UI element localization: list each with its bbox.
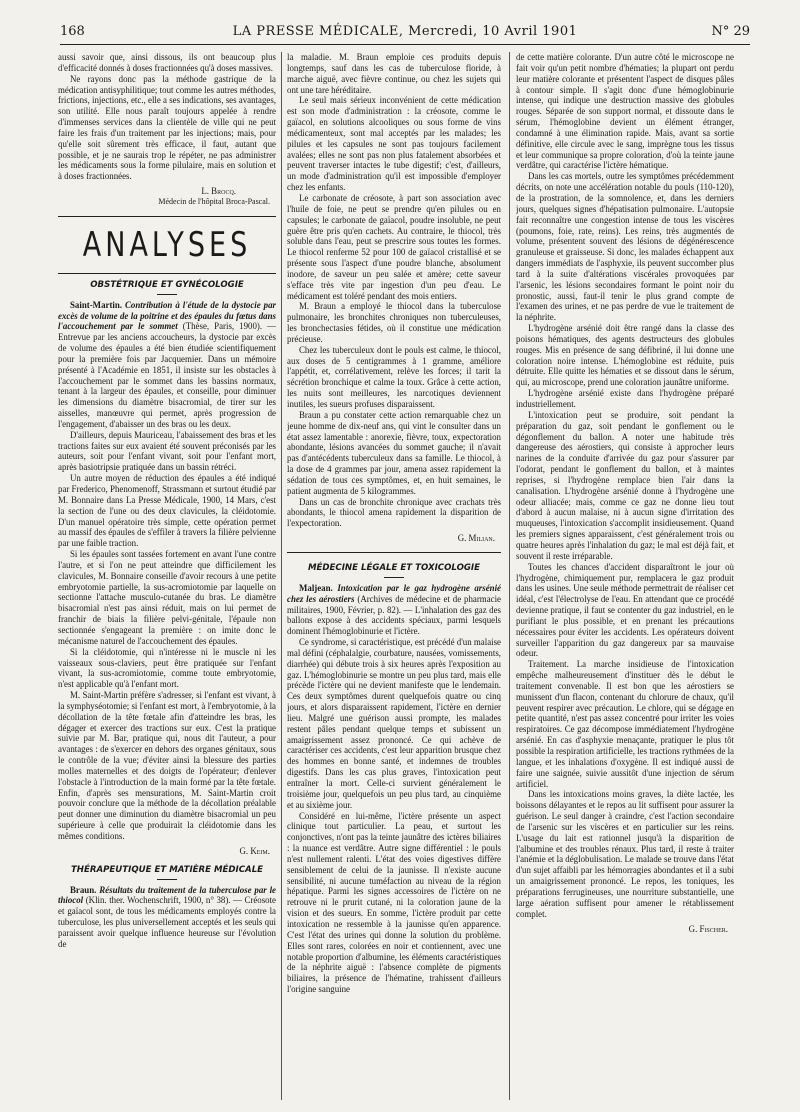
paragraph: la maladie. M. Braun emploie ces produits depuis longtemps, sauf dans les cas de tuberculose floride, à marche aiguë, avec fièvre continue, ou chez les sujets qui ont une tare héréditaire.: [287, 52, 501, 95]
article-review: [58, 885, 276, 950]
article-author: Saint-Martin.: [70, 299, 123, 310]
paragraph: aussi savoir que, ainsi dissous, ils ont beaucoup plus d'efficacité donnés à doses fractionnées qu'à doses massives.: [58, 52, 276, 73]
paragraph: L'hydrogène arsénié existe dans l'hydrogène préparé industriellement.: [516, 388, 734, 409]
paragraph: de cette matière colorante. D'un autre côté le microscope ne fait voir qu'un petit nombre d'hématies; la plupart ont perdu leur matière colorante et présentent l'aspect de disques pâles à contour simple. Il s'agit donc d'une hémoglobinurie intense, qui indique une destruction massive des globules rouges. Séparée de son support normal, et dissoute dans le sérum, l'hémoglobine devient un élément étranger, condamné à une élimination rapide. Mais, avant sa sortie définitive, elle circule avec le sang, imprègne tous les tissus et leur communique sa propre coloration, d'où la teinte jaune verdâtre, qui caractérise l'ictère hématique.: [516, 52, 734, 171]
paragraph: Le carbonate de créosote, à part son association avec l'huile de foie, ne peut se prendre qu'en pilules ou en capsules; le carbonate de gaïacol, poudre insoluble, ne peut guère être pris qu'en cachets. Au contraire, le thiocol, très soluble dans l'eau, peut se prescrire sous toutes les formes. Le thiocol renferme 52 pour 100 de gaïacol cristallisé et se présente sous l'aspect d'une poudre blanche, absolument inodore, de saveur un peu salée et amère; cette saveur s'efface très vite par ingestion d'un peu d'eau. Le médicament est toléré pendant des mois entiers.: [287, 192, 501, 301]
running-header: [60, 18, 750, 42]
column-2: [287, 52, 501, 1100]
section-heading: MÉDECINE LÉGALE ET TOXICOLOGIE: [308, 562, 480, 573]
issue-number: N° 29: [711, 24, 750, 39]
author-signature: G. Keim.: [239, 845, 270, 856]
article-author: Maljean.: [299, 582, 333, 593]
paragraph: Dans les intoxications moins graves, la diète lactée, les boissons délayantes et le repos au lit suffisent pour assurer la guérison. Le seul danger à craindre, c'est l'action secondaire de l'arsenic sur les viscères et en particulier sur les reins. L'usage du lait est rationnel jusqu'à la disparition de l'albumine et des troubles rénaux. Plus tard, il reste à traiter l'anémie et la déglobulisation. Le malade se trouve dans l'état d'un sujet affaibli par les hémorragies abondantes et il a subi un amaigrissement prononcé. Le repos, les toniques, les préparations ferrugineuses, une nourriture substantielle, une large aération suffisent pour amener le rétablissement complet.: [516, 789, 734, 919]
section-underline: [157, 294, 177, 295]
article-author: Braun.: [70, 884, 97, 895]
paragraph: Si la cléidotomie, qui n'intéresse ni le muscle ni les vaisseaux sous-claviers, peut être pratiquée sur l'enfant vivant, la sus-acromiotomie, comme toute embryotomie, n'est applicable qu'à l'enfant mort.: [58, 646, 276, 690]
paragraph: Dans un cas de bronchite chronique avec crachats très abondants, le thiocol amena rapidement la disparition de l'expectoration.: [287, 496, 501, 529]
paragraph: Considéré en lui-même, l'ictère présente un aspect clinique tout particulier. La peau, et surtout les conjonctives, n'ont pas la teinte jaunâtre des ictères biliaires : la nuance est verdâtre. Autre signe différentiel : le pouls n'est nullement ralenti. L'état des voies digestives diffère sensiblement de celui de la jaunisse. Il n'existe aucune sensibilité, ni aucune tuméfaction au niveau de la région hépatique. Parmi les signes accessoires de l'ictère on ne retrouve ni le prurit cutané, ni la coloration jaune de la vision et des sueurs. En somme, l'ictère produit par cette intoxication ne ressemble à la jaunisse qu'en apparence. C'est l'état des urines qui donne la solution du problème. Elles sont rares, colorées en noir et contiennent, avec une notable proportion d'albumine, les éléments caractéristiques de la néphrite aiguë : l'absence complète de pigments biliaires, la présence de l'hématine, trahissent d'ailleurs l'origine sanguine: [287, 810, 501, 995]
paragraph: Le seul mais sérieux inconvénient de cette médication est son mode d'administration : la créosote, comme le gaïacol, en solutions alcooliques ou sous forme de vins médicamenteux, sont mal acceptés par les malades; les pilules et les capsules ne sont pas toujours facilement avalées; elles ne sont pas non plus fatalement absorbées et peuvent traverser intactes le tube digestif; c'est, d'ailleurs, un mode d'administration qu'il est impossible d'employer chez les enfants.: [287, 95, 501, 193]
section-underline: [157, 879, 177, 880]
article-title: Contribution à l'étude de la dystocie par excès de volume de la poitrine et des épaules du fœtus dans l'accouchement par le sommet: [58, 299, 276, 332]
paragraph: Si les épaules sont tassées fortement en avant l'une contre l'autre, et si l'on ne peut atteindre que difficilement les clavicules, M. Bonnaire conseille d'avoir recours à une petite embryotomie partielle, la sus-acromiotomie par laquelle on sectionne l'attache musculo-cutanée du bras. Le diamètre bisacromial n'est pas ainsi réduit, mais on lui permet de franchir de biais la filière pelvi-génitale, l'épaule non sectionnée s'engageant la première : on imite donc le mécanisme naturel de l'accouchement des épaules.: [58, 549, 276, 646]
section-rule: [58, 216, 276, 217]
article-body: (Thèse, Paris, 1900). — Entrevue par les anciens accoucheurs, la dystocie par excès de volume des épaules a été bien étudiée scientifiquement pour la première fois par Jacquemier. Dans un mémoire présenté à l'Académie en 1851, il insiste sur les obstacles à l'accouchement par le sommet dans les bassins normaux, tenant à la largeur des épaules, et conseille, pour diminuer les dimensions du diamètre bisacromial, de tirer sur les aisselles, manœuvre qui permet, après progression de l'engagement, d'abaisser un des bras ou les deux.: [58, 321, 276, 429]
paragraph: Toutes les chances d'accident disparaîtront le jour où l'hydrogène, chimiquement pur, remplacera le gaz produit dans les usines. Une seule méthode permettrait de réaliser cet idéal, c'est l'électrolyse de l'eau. En attendant que ce procédé devienne pratique, il faut se contenter du gaz industriel, en le purifiant le plus possible, et en prenant les précautions nécessaires pour éviter les accidents. Les opérateurs doivent surveiller l'apparition du gaz dangereux par sa mauvaise odeur.: [516, 561, 734, 659]
paragraph: Traitement. La marche insidieuse de l'intoxication empêche malheureusement d'instituer dès le début le traitement convenable. Il est bon que les aérostiers se munissent d'un flacon, contenant du chlorure de chaux, qu'il peuvent respirer avec précaution. Le chlore, qui se dégage en petite quantité, n'est pas assez concentré pour irriter les voies respiratoires. Ce gaz décompose immédiatement l'hydrogène arsénié. En cas d'asphyxie menaçante, pratiquer le plus tôt possible la respiration artificielle, les tractions rythmées de la langue, et les inhalations d'oxygène. Il est indiqué aussi de faire une saignée, suivie aussitôt d'une injection de sérum artificiel.: [516, 659, 734, 789]
section-underline: [384, 577, 404, 578]
paragraph: Dans les cas mortels, outre les symptômes précédemment décrits, on note une accélération notable du pouls (110-120), de la prostration, de la somnolence, et, dans les derniers jours, quelques signes d'hépatisation pulmonaire. L'autopsie fait reconnaître une congestion intense de tous les viscères (poumons, foie, rate, reins). Les reins, très augmentés de volume, présentent souvent des lésions de dégénérescence granuleuse et graisseuse. Si donc, les malades échappent aux dangers immédiats de l'asphyxie, ils peuvent succomber plus tard à la suite d'altérations viscérales provoquées par l'arsenic, les lésions secondaires formant le point noir du pronostic, aussi, faut-il tenir le plus grand compte de l'examen des urines, et ne pas perdre de vue le traitement de la néphrite.: [516, 171, 734, 323]
page-number: 168: [60, 24, 85, 39]
article-title: Résultats du traitement de la tuberculose par le thiocol: [58, 884, 276, 906]
paragraph: Chez les tuberculeux dont le pouls est calme, le thiocol, aux doses de 5 centigrammes à 1 gramme, améliore l'appétit, et, corrélativement, relève les forces; il tarit la sécrétion bronchique et calme la toux. Grâce à cette action, les nuits sont meilleures, les narcotiques deviennent inutiles, les sueurs profuses disparaissent.: [287, 344, 501, 409]
paragraph: Braun a pu constater cette action remarquable chez un jeune homme de dix-neuf ans, qui vint le consulter dans un état assez lamentable : anorexie, fièvre, toux, expectoration abondante, lésions avancées du sommet gauche; il n'avait pas d'antécédents tuberculeux dans sa famille. Le thiocol, à la dose de 4 grammes par jour, amena assez rapidement la sédation de tous ces symptômes, et, en huit semaines, le patient augmenta de 5 kilogrammes.: [287, 409, 501, 496]
article-body: (Archives de médecine et de pharmacie militaires, 1900, Février, p. 82). — L'inhalation des gaz des ballons expose à des accidents spéciaux, parmi lesquels dominent l'hémoglobinurie et l'ictère.: [287, 593, 501, 637]
analyses-heading: ANALYSES: [82, 225, 252, 265]
author-title: Médecin de l'hôpital Broca-Pascal.: [158, 196, 270, 206]
paragraph: Ce syndrome, si caractéristique, est précédé d'un malaise mal défini (céphalalgie, courbature, nausées, vomissements, diarrhée) qui débute trois à six heures après l'exposition au gaz. L'hémoglobinurie se montre un peu plus tard, mais elle précède l'ictère qui ne devient manifeste que le lendemain. Ces deux symptômes durent quelquefois quatre ou cinq jours, et alors disparaissent rapidement, l'ictère en dernier lieu. Malgré une guérison aussi prompte, les malades restent pâles pendant quelque temps et subissent un amaigrissement assez prononcé. Ce qui achève de caractériser ces accidents, c'est leur apparition brusque chez des hommes en bonne santé, et indemnes de troubles digestifs. Dans les cas plus graves, l'intoxication peut entraîner la mort. Celle-ci survient généralement le troisième jour, quelquefois un peu plus tard, au cinquième et au sixième jour.: [287, 637, 501, 810]
section-rule: [287, 552, 501, 553]
paragraph: Ne rayons donc pas la méthode gastrique de la médication antisyphilitique; tout comme les autres méthodes, frictions, injections, etc., elle a ses indications, ses avantages, son utilité. Elle nous paraît toujours appelée à rendre d'immenses services dans la clientèle de ville qui ne peut faire les frais d'un traitement par les injections; mais, pour qu'elle soit sûrement très efficace, il faut, autant que possible, et je ne saurais trop le répéter, ne pas administrer les médicaments sous la forme pilulaire, mais en solution et à doses fractionnées.: [58, 73, 276, 182]
column-divider: [281, 52, 282, 1100]
column-1: [58, 52, 276, 1100]
column-divider: [509, 52, 510, 1100]
heading-rule: [58, 273, 276, 274]
journal-title: LA PRESSE MÉDICALE, Mercredi, 10 Avril 1901: [232, 24, 578, 39]
paragraph: M. Braun a employé le thiocol dans la tuberculose pulmonaire, les bronchites chroniques non tuberculeuses, les bronchectasies fétides, où il constitue une médication précieuse.: [287, 301, 501, 344]
paragraph: Un autre moyen de réduction des épaules a été indiqué par Frederico, Phenomenoff, Strassmann et surtout étudié par M. Bonnaire dans La Presse Médicale, 1900, 14 Mars, c'est la section de l'une ou des deux clavicules, la cléidotomie. D'un manuel opératoire très simple, cette opération permet au massif des épaules de s'effiler à travers la filière pelvienne par une faible traction.: [58, 473, 276, 549]
article-review: [287, 583, 501, 637]
header-rule: [60, 44, 750, 45]
author-signature: G. Fischer.: [688, 923, 728, 934]
paragraph: M. Saint-Martin préfère s'adresser, si l'enfant est vivant, à la symphyséotomie; si l'enfant est mort, à l'embryotomie, à la décollation de la tête fœtale afin d'atteindre les bras, les dégager et exercer des tractions sur eux. C'est la pratique suivie par M. Bar, pratique qui, nous dit l'auteur, a pour avantages : de s'exercer en dehors des organes génitaux, sous le contrôle de la vue; d'éviter ainsi la blessure des parties molles maternelles et des doigts de l'opérateur; d'enlever l'obstacle à l'introduction de la main formé par la tête fœtale. Enfin, d'après ses mensurations, M. Saint-Martin croit pouvoir conclure que la méthode de la décollation préalable peut donner une diminution du diamètre bisacromial un peu supérieure à celle que produirait la cléidotomie dans les mêmes conditions.: [58, 690, 276, 841]
paragraph: D'ailleurs, depuis Mauriceau, l'abaissement des bras et les tractions faites sur eux avaient été souvent préconisés par les auteurs, soit pour l'enfant vivant, soit pour l'enfant mort, après basiotripsie pratiquée dans un bassin rétréci.: [58, 429, 276, 473]
section-heading: OBSTÉTRIQUE ET GYNÉCOLOGIE: [90, 279, 244, 290]
article-body: (Klin. ther. Wochenschrift, 1900, n° 38). — Créosote et gaïacol sont, de tous les médicaments employés contre la tuberculose, les plus universellement acceptés et les seuls qui paraissent avoir quelque influence heureuse sur l'évolution de: [58, 895, 276, 949]
section-heading: THÉRAPEUTIQUE ET MATIÈRE MÉDICALE: [70, 864, 264, 875]
article-review: [58, 300, 276, 430]
author-signature: L. Brocq.: [201, 186, 236, 197]
paragraph: L'hydrogène arsénié doit être rangé dans la classe des poisons hématiques, des agents destructeurs des globules rouges. Mis en présence de sang défibriné, il lui donne une coloration noire intense. L'hémoglobine est réduite, puis détruite. Elle quitte les hématies et se dissout dans le sérum, qui, au microscope, prend une coloration jaunâtre uniforme.: [516, 323, 734, 388]
author-signature: G. Milian.: [457, 533, 495, 544]
paragraph: L'intoxication peut se produire, soit pendant la préparation du gaz, soit pendant le gonflement ou le dégonflement du ballon. A noter une habitude très dangereuse des aérostiers, qui consiste à approcher leurs narines de la conduite d'arrivée du gaz pour s'assurer par l'odorat, pendant le gonflement du ballon, et à maintes reprises, si l'hydrogène remplace bien l'air dans la canalisation. L'hydrogène arsénié donne à l'hydrogène une odeur alliacée; mais, comme ce gaz ne donne lieu tout d'abord à aucun malaise, ni à aucun signe d'irritation des muqueuses, l'intoxication s'accomplit insidieusement. Quand les premiers signes apparaissent, c'est généralement trois ou quatre heures après l'inhalation du gaz; le mal est déjà fait, et souvent il reste irréparable.: [516, 409, 734, 561]
article-title: Intoxication par le gaz hydrogène arsénié chez les aérostiers: [287, 582, 501, 604]
column-3: [516, 52, 734, 1100]
